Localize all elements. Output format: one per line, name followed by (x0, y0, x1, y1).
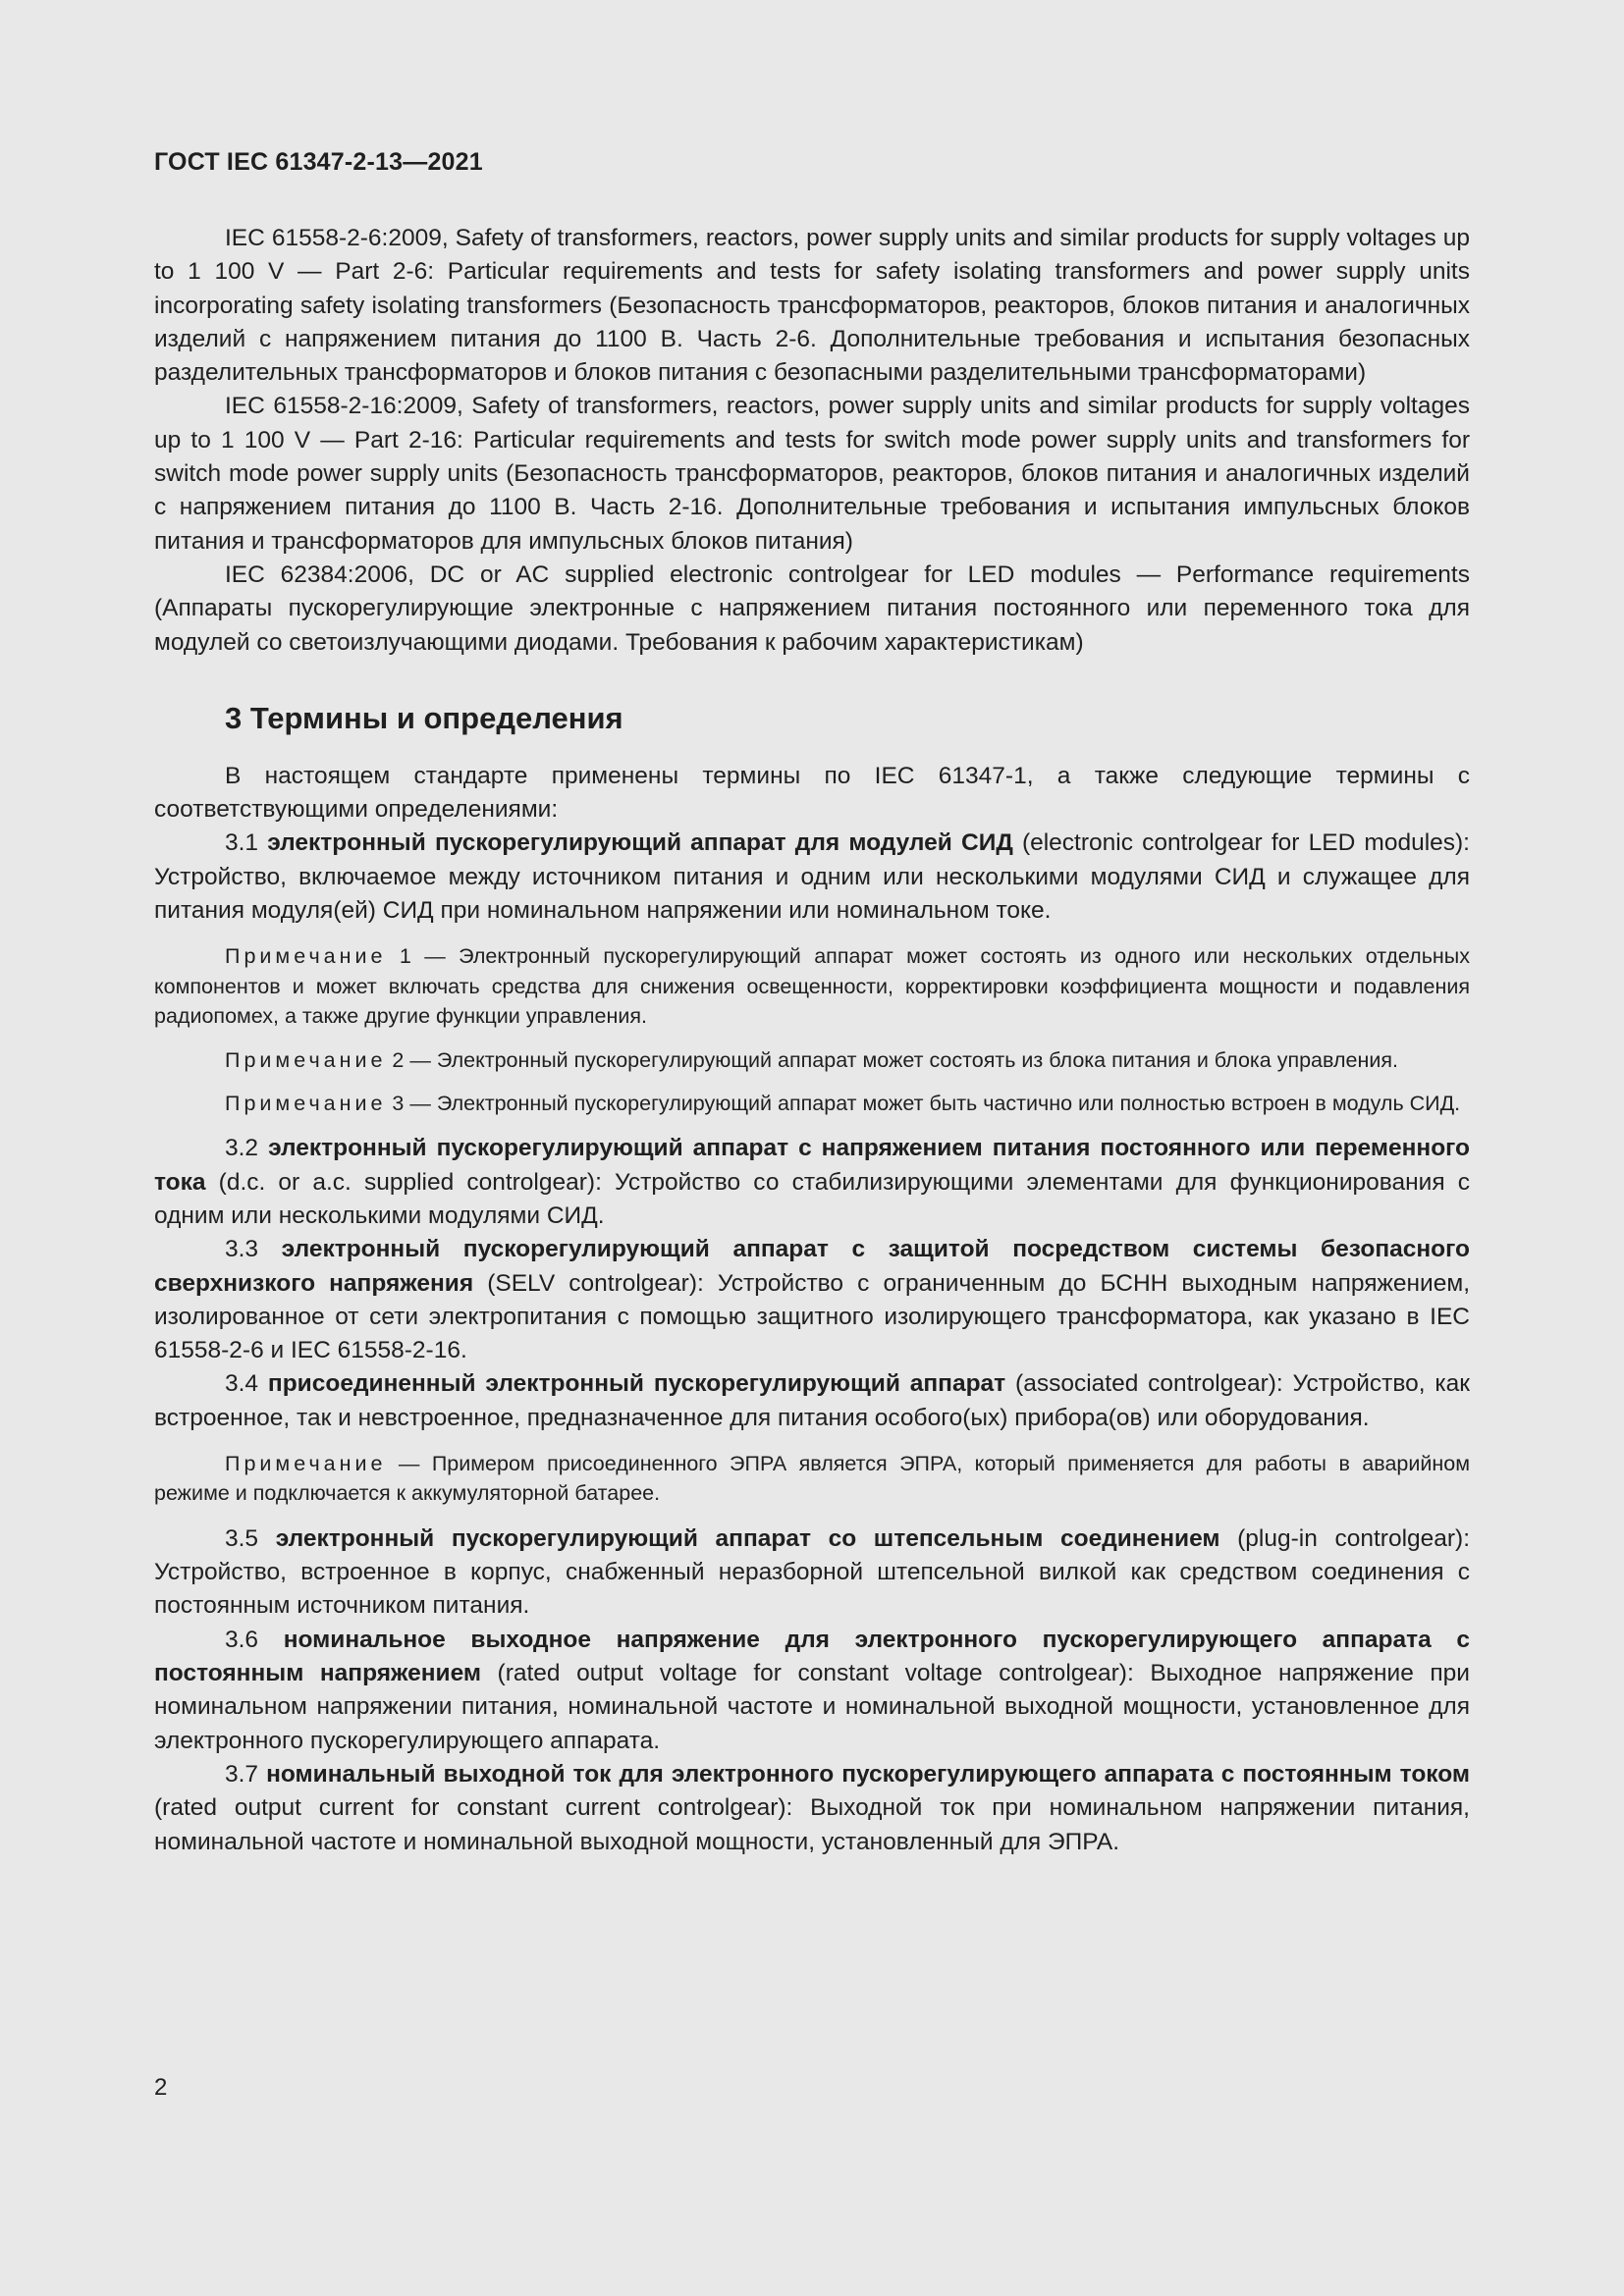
section-heading: 3 Термины и определения (225, 700, 623, 735)
reference-iec-61558-2-16: IEC 61558-2-16:2009, Safety of transformers, reactors, power supply units and similar products for supply voltages up to 1 100 V — Part 2-16: Particular requirements and tests for switch mode power supply units and transformers for switch mode power supply units (Безопасность трансформаторов, реакторов, блоков питания и аналогичных изделий с напряжением питания до 1100 В. Часть 2-16. Дополнительные требования и испытания импульсных блоков питания и трансформаторов для импульсных блоков питания) (154, 393, 1470, 555)
note-label: Примечание (225, 1091, 387, 1115)
term-title: номинальное выходное напряжение для электронного пускорегулирующего аппарата с постоянным напряжением (154, 1626, 1470, 1687)
note-1 (154, 941, 1470, 1031)
page-body (154, 222, 1470, 1859)
term-3-4 (154, 1367, 1470, 1435)
term-number: 3.7 (225, 1760, 259, 1788)
note-text: 1 — Электронный пускорегулирующий аппарат может состоять из одного или нескольких отдельных компонентов и может включать средства для снижения освещенности, корректировки коэффициента мощности и подавления радиопомех, а также другие функции управления. (154, 944, 1470, 1029)
term-3-3 (154, 1233, 1470, 1367)
note-2 (154, 1045, 1470, 1075)
term-3-1 (154, 827, 1470, 928)
term-number: 3.6 (225, 1626, 259, 1653)
term-title: номинальный выходной ток для электронного пускорегулирующего аппарата с постоянным током (266, 1760, 1470, 1788)
note-associated (154, 1449, 1470, 1509)
term-3-5 (154, 1522, 1470, 1624)
term-title: электронный пускорегулирующий аппарат с защитой посредством системы безопасного сверхнизкого напряжения (154, 1236, 1470, 1297)
reference-iec-61558-2-6: IEC 61558-2-6:2009, Safety of transformers, reactors, power supply units and similar products for supply voltages up to 1 100 V — Part 2-6: Particular requirements and tests for safety isolating transformers and power supply units incorporating safety isolating transformers (Безопасность трансформаторов, реакторов, блоков питания и аналогичных изделий с напряжением питания до 1100 В. Часть 2-6. Дополнительные требования и испытания безопасных разделительных трансформаторов и блоков питания с безопасными разделительными трансформаторами) (154, 225, 1470, 387)
term-number: 3.3 (225, 1236, 259, 1263)
term-3-6 (154, 1624, 1470, 1758)
note-text: 3 — Электронный пускорегулирующий аппарат может быть частично или полностью встроен в модуль СИД. (386, 1091, 1461, 1115)
note-label: Примечание (225, 1047, 387, 1072)
term-title: присоединенный электронный пускорегулирующий аппарат (267, 1370, 1006, 1398)
term-number: 3.5 (225, 1524, 259, 1552)
term-definition: (SELV controlgear): Устройство с ограниченным до БСНН выходным напряжением, изолированное от сети электропитания с помощью защитного изолирующего трансформатора, как указано в IEC 61558-2-6 и IEC 61558-2-16. (154, 1269, 1471, 1364)
term-definition: (d.c. or a.c. supplied controlgear): Устройство со стабилизирующими элементами для функционирования с одним или несколькими модулями СИД. (154, 1168, 1470, 1229)
term-title: электронный пускорегулирующий аппарат со штепсельным соединением (275, 1524, 1220, 1552)
note-text: 2 — Электронный пускорегулирующий аппарат может состоять из блока питания и блока управления. (386, 1047, 1398, 1072)
reference-iec-62384: IEC 62384:2006, DC or AC supplied electronic controlgear for LED modules — Performance requirements (Аппараты пускорегулирующие электронные с напряжением питания постоянного или переменного тока для модулей со светоизлучающими диодами. Требования к рабочим характеристикам) (154, 561, 1470, 656)
section-intro: В настоящем стандарте применены термины по IEC 61347-1, а также следующие термины с соответствующими определениями: (154, 762, 1470, 824)
term-definition: (plug-in controlgear): Устройство, встроенное в корпус, снабженный неразборной штепсельной вилкой как средством соединения с постоянным источником питания. (154, 1524, 1471, 1620)
note-label: Примечание (225, 1452, 387, 1476)
term-title: электронный пускорегулирующий аппарат для модулей СИД (267, 829, 1013, 857)
term-number: 3.1 (225, 829, 259, 857)
term-3-7 (154, 1758, 1470, 1859)
page-number: 2 (154, 2074, 168, 2101)
note-3 (154, 1089, 1470, 1118)
document-header: ГОСТ IEC 61347-2-13—2021 (154, 148, 483, 176)
note-label: Примечание (225, 944, 387, 969)
term-title: электронный пускорегулирующий аппарат с напряжением питания постоянного или переменного тока (154, 1135, 1471, 1196)
term-definition: (electronic controlgear for LED modules): Устройство, включаемое между источником питания и одним или несколькими модулями СИД и служащее для питания модуля(ей) СИД при номинальном напряжении или номинальном токе. (154, 829, 1470, 925)
term-number: 3.4 (225, 1370, 259, 1398)
term-3-2 (154, 1132, 1470, 1233)
term-number: 3.2 (225, 1135, 259, 1162)
term-definition: (rated output voltage for constant voltage controlgear): Выходное напряжение при номинальном напряжении питания, номинальной частоте и номинальной выходной мощности, установленное для электронного пускорегулирующего аппарата. (154, 1660, 1470, 1754)
term-definition: (rated output current for constant current controlgear): Выходной ток при номинальном напряжении питания, номинальной частоте и номинальной выходной мощности, установленный для ЭПРА. (154, 1794, 1470, 1855)
term-definition: (associated controlgear): Устройство, как встроенное, так и невстроенное, предназначенное для питания особого(ых) прибора(ов) или оборудования. (154, 1370, 1470, 1431)
note-text: — Примером присоединенного ЭПРА является ЭПРА, который применяется для работы в аварийном режиме и подключается к аккумуляторной батарее. (154, 1452, 1470, 1506)
